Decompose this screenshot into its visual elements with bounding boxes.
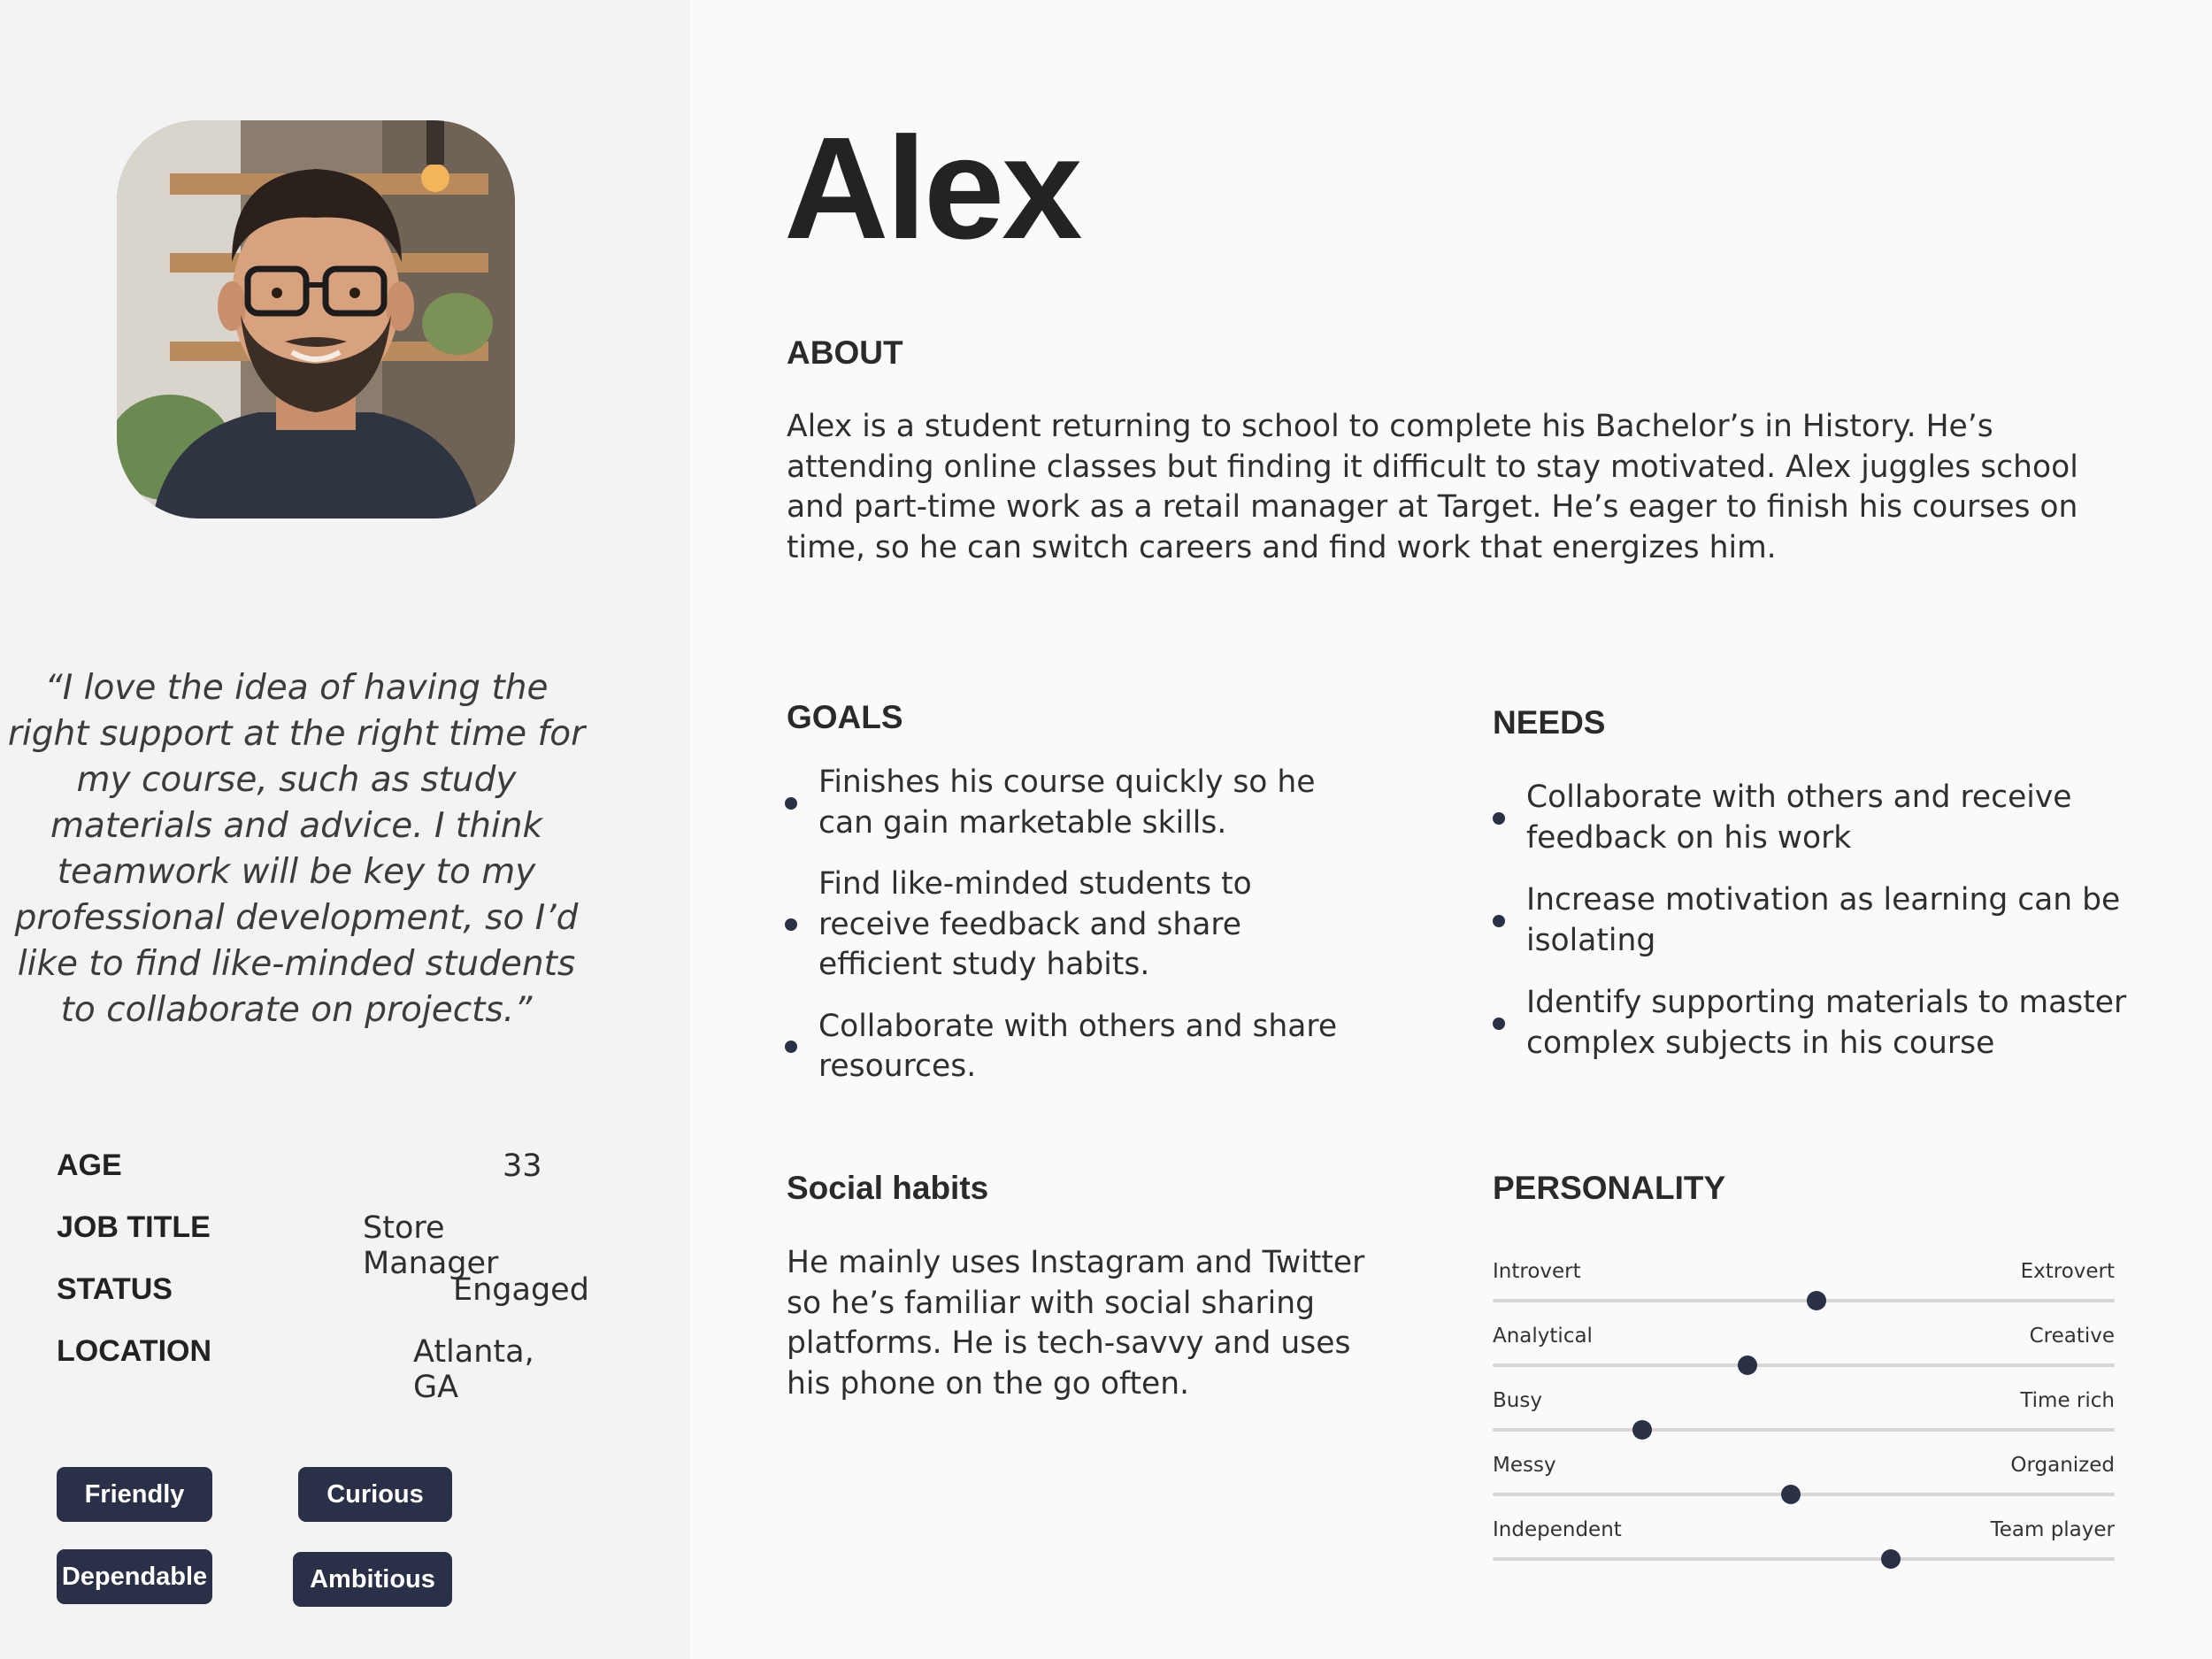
list-item [1493,983,2130,1064]
fact-value: 33 [503,1148,542,1184]
fact-value: Store Manager [363,1210,499,1281]
list-item [785,763,1369,843]
trait-right-label: Extrovert [2020,1260,2115,1283]
tag-friendly: Friendly [57,1467,212,1522]
list-item [1493,880,2130,961]
fact-status [57,1272,588,1334]
personality-heading: PERSONALITY [1493,1170,1726,1206]
fact-age [57,1148,588,1210]
social-text: He mainly uses Instagram and Twitter so he’s familiar with social sharing platforms. He is tech-savvy and uses his phone on the go often. [787,1245,1365,1402]
need-text: Collaborate with others and receive feedback on his work [1526,780,2072,856]
trait-slider [1493,1389,2115,1442]
list-item [1493,778,2130,858]
trait-thumb [1738,1356,1757,1375]
trait-track [1493,1493,2115,1496]
trait-slider [1493,1454,2115,1507]
fact-value: Engaged [453,1272,589,1308]
needs-heading: NEEDS [1493,704,1606,741]
bullet-icon [785,797,797,810]
bullet-icon [1493,915,1505,927]
persona-facts [57,1148,589,1405]
trait-right-label: Team player [1990,1518,2115,1541]
goal-text: Finishes his course quickly so he can gain marketable skills. [818,764,1316,841]
goal-text: Find like-minded students to receive feedback and share efficient study habits. [818,866,1252,982]
needs-list [1493,778,2130,1064]
trait-left-label: Messy [1493,1454,1556,1477]
goals-list [785,763,1369,1087]
trait-track [1493,1557,2115,1561]
trait-slider [1493,1518,2115,1571]
goal-text: Collaborate with others and share resources. [818,1008,1338,1084]
trait-left-label: Busy [1493,1389,1542,1412]
trait-right-label: Organized [2010,1454,2115,1477]
fact-location [57,1334,588,1405]
fact-label: JOB TITLE [57,1210,211,1244]
avatar [117,120,515,518]
trait-slider [1493,1260,2115,1313]
tag-curious: Curious [298,1467,452,1522]
fact-label: AGE [57,1148,122,1182]
persona-name: Alex [784,107,1080,269]
bullet-icon [785,1041,797,1053]
trait-left-label: Analytical [1493,1325,1593,1348]
trait-right-label: Creative [2029,1325,2115,1348]
trait-track [1493,1299,2115,1302]
trait-left-label: Independent [1493,1518,1622,1541]
tag-ambitious: Ambitious [293,1552,452,1607]
trait-thumb [1807,1291,1826,1310]
list-item [785,1007,1369,1087]
fact-label: LOCATION [57,1334,212,1368]
goals-heading: GOALS [787,699,903,735]
trait-left-label: Introvert [1493,1260,1581,1283]
list-item [785,864,1369,986]
trait-slider [1493,1325,2115,1378]
profile-sidebar [0,0,690,1659]
about-text: Alex is a student returning to school to complete his Bachelor’s in History. He’s attending online classes but finding it difficult to stay motivated. Alex juggles school and part-time work as a retail manager at Target. He’s eager to finish his courses on time, so he can switch careers and find work that energizes him. [787,409,2078,565]
bullet-icon [785,918,797,931]
need-text: Increase motivation as learning can be isolating [1526,882,2121,958]
trait-thumb [1632,1420,1652,1440]
social-heading: Social habits [787,1170,989,1206]
trait-track [1493,1428,2115,1432]
trait-thumb [1781,1485,1801,1504]
avatar-photo [117,120,515,518]
about-heading: ABOUT [787,334,903,371]
bullet-icon [1493,812,1505,825]
trait-thumb [1881,1549,1901,1569]
fact-label: STATUS [57,1272,173,1306]
fact-value: Atlanta, GA [413,1334,534,1405]
bullet-icon [1493,1018,1505,1030]
tag-dependable: Dependable [57,1549,212,1604]
trait-right-label: Time rich [2020,1389,2115,1412]
fact-job-title [57,1210,588,1281]
trait-track [1493,1363,2115,1367]
persona-quote: “I love the idea of having the right support at the right time for my course, such as study materials and advice. I think teamwork will be key to my professional development, so I’d like to find like-minded students to collaborate on projects.” [7,668,586,1030]
need-text: Identify supporting materials to master complex subjects in his course [1526,985,2127,1061]
